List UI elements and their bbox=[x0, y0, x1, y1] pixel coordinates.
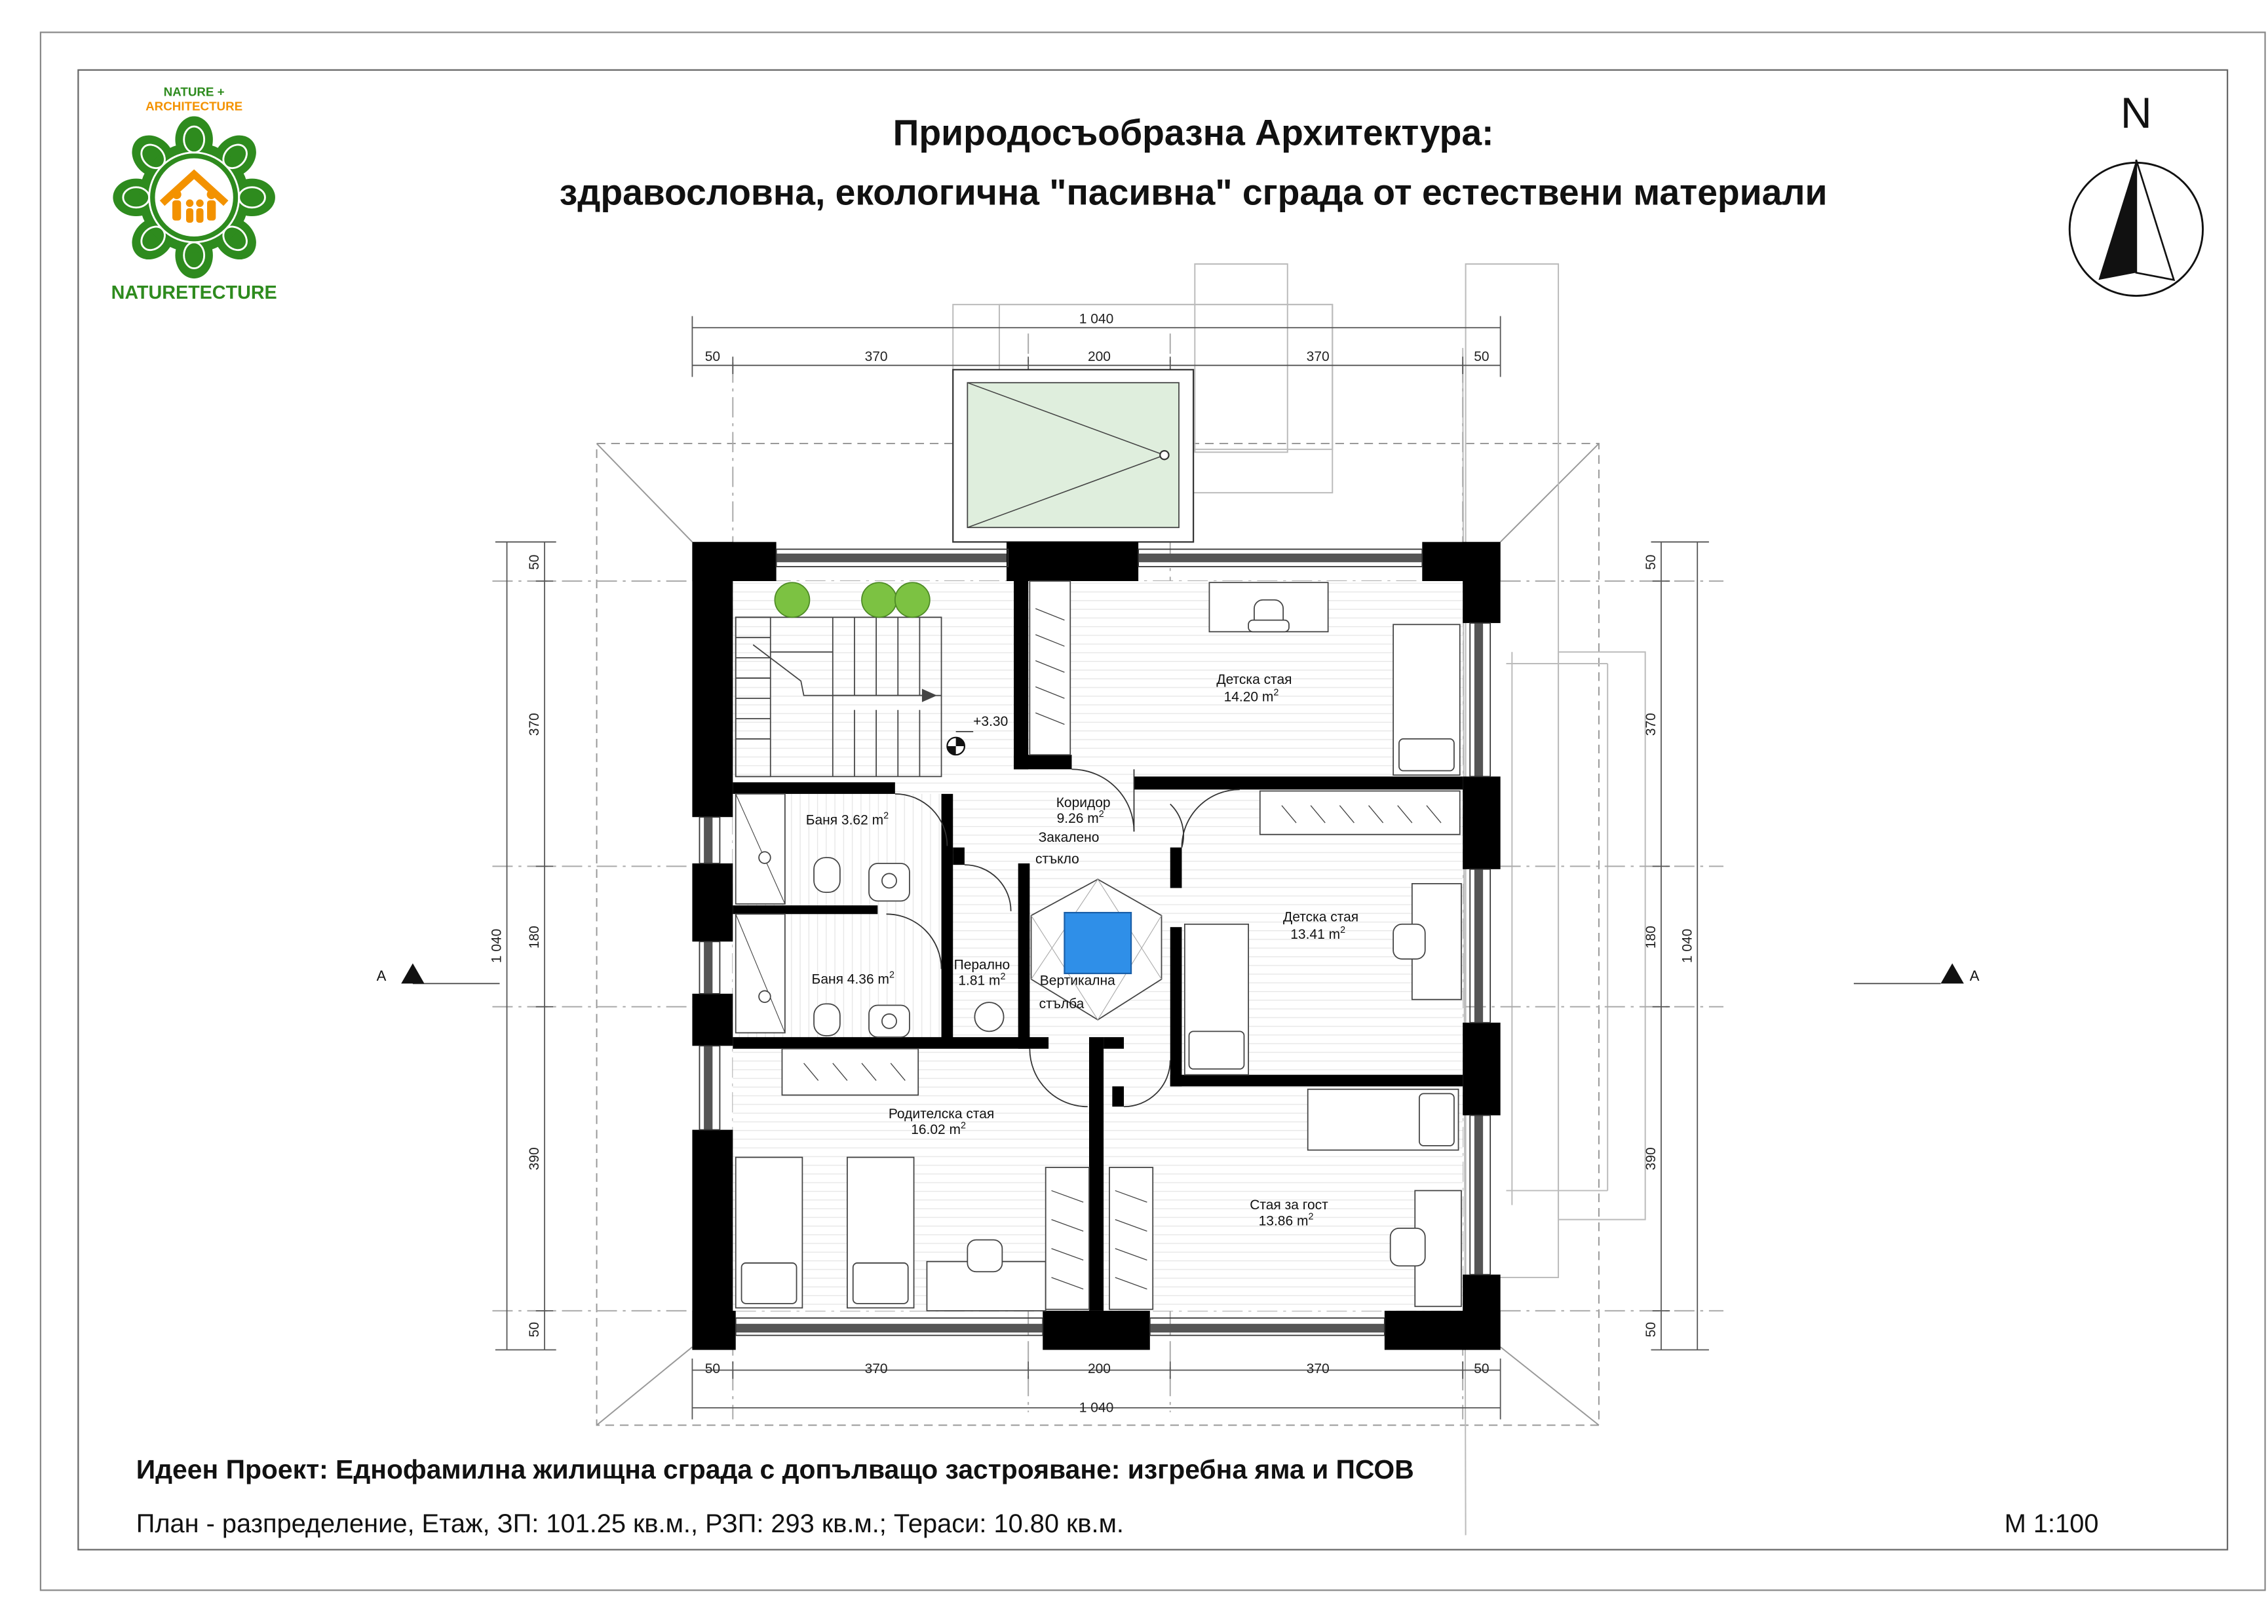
shower-drain-icon bbox=[759, 991, 771, 1002]
svg-text:13.41 m2 bbox=[1290, 925, 1345, 942]
dim-right-2: 370 bbox=[1643, 713, 1659, 736]
chair-icon bbox=[1393, 924, 1425, 959]
section-mark-left bbox=[377, 963, 500, 984]
dim-top-2: 370 bbox=[864, 349, 888, 365]
room-name-guest: Стая за гост bbox=[1250, 1198, 1328, 1213]
skylight bbox=[953, 369, 1193, 542]
chair-icon bbox=[1391, 1228, 1425, 1266]
dim-left-4: 390 bbox=[527, 1147, 543, 1171]
room-area-guest: 13.86 m bbox=[1258, 1213, 1309, 1229]
logo-name: NATURETECTURE bbox=[111, 282, 277, 304]
section-arrow-icon bbox=[401, 963, 424, 983]
shower-drain-icon bbox=[759, 852, 771, 863]
dim-right-1: 50 bbox=[1643, 554, 1659, 570]
svg-text:16.02 m2 bbox=[911, 1120, 966, 1137]
dim-top-4: 370 bbox=[1306, 349, 1330, 365]
title-line2: здравословна, екологична "пасивна" сграда от естествени материали bbox=[559, 172, 1828, 213]
section-arrow-icon bbox=[1941, 963, 1964, 983]
north-label: N bbox=[2120, 89, 2152, 138]
area-superscript: 2 bbox=[1000, 971, 1006, 982]
room-area-kids2: 13.41 m bbox=[1290, 926, 1341, 942]
scale-label: М 1:100 bbox=[2004, 1509, 2099, 1539]
section-label-left: A bbox=[376, 967, 387, 984]
north-arrow-icon bbox=[2098, 160, 2136, 280]
level-label: +3.30 bbox=[973, 713, 1009, 729]
area-superscript: 2 bbox=[889, 970, 894, 981]
dim-right-5: 50 bbox=[1643, 1321, 1659, 1338]
dim-left-2: 370 bbox=[527, 713, 543, 736]
shaft-label-2: стълба bbox=[1039, 996, 1085, 1011]
dim-top-1: 50 bbox=[704, 349, 721, 365]
plan-description: План - разпределение, Етаж, ЗП: 101.25 кв.м., РЗП: 293 кв.м.; Тераси: 10.80 кв.м. bbox=[136, 1509, 1124, 1539]
room-area-parents: 16.02 m bbox=[911, 1122, 961, 1138]
svg-text:1.81 m2 bbox=[958, 972, 1005, 989]
plant-icon bbox=[775, 582, 809, 617]
plant-icon bbox=[862, 582, 896, 617]
dim-left-3: 180 bbox=[527, 926, 543, 949]
dim-bottom-5: 50 bbox=[1474, 1361, 1490, 1376]
dim-top-5: 50 bbox=[1474, 349, 1490, 365]
area-superscript: 2 bbox=[883, 810, 889, 821]
dim-bottom-4: 370 bbox=[1306, 1361, 1330, 1376]
area-superscript: 2 bbox=[1340, 925, 1346, 936]
plant-icon bbox=[895, 582, 930, 617]
room-area-laundry: 1.81 m bbox=[958, 973, 1001, 989]
chair-icon bbox=[967, 1240, 1002, 1272]
mandala-icon bbox=[113, 117, 275, 279]
north-arrow bbox=[2069, 89, 2202, 295]
dim-right-3: 180 bbox=[1643, 926, 1659, 949]
dim-left-5: 50 bbox=[527, 1321, 543, 1338]
area-superscript: 2 bbox=[1273, 687, 1279, 698]
room-name-parents: Родителска стая bbox=[888, 1106, 995, 1122]
dim-bottom-1: 50 bbox=[704, 1361, 721, 1376]
title-line1: Природосъобразна Архитектура: bbox=[893, 112, 1494, 153]
room-name-bath1: Баня 3.62 m bbox=[805, 812, 884, 828]
dim-top-3: 200 bbox=[1087, 349, 1111, 365]
section-mark-right bbox=[1854, 963, 1980, 984]
area-superscript: 2 bbox=[1308, 1211, 1314, 1222]
area-superscript: 2 bbox=[961, 1120, 967, 1131]
svg-text:9.26 m2 bbox=[1057, 809, 1104, 826]
glass-label-2: стъкло bbox=[1035, 851, 1079, 867]
dim-right-4: 390 bbox=[1643, 1147, 1659, 1171]
svg-text:13.86 m2 bbox=[1259, 1212, 1314, 1229]
svg-text:14.20 m2 bbox=[1224, 688, 1279, 705]
room-area-kids1: 14.20 m bbox=[1223, 689, 1274, 705]
naturetecture-logo bbox=[111, 85, 277, 303]
glass-panel bbox=[1064, 913, 1131, 973]
area-superscript: 2 bbox=[1098, 809, 1104, 820]
dim-bottom-3: 200 bbox=[1087, 1361, 1111, 1376]
dim-bottom-total: 1 040 bbox=[1079, 1400, 1114, 1416]
room-name-corridor: Коридор bbox=[1056, 795, 1111, 810]
svg-text:Баня 4.36 m2 bbox=[812, 970, 894, 987]
glass-label-1: Закалено bbox=[1038, 829, 1100, 845]
dim-left-total: 1 040 bbox=[489, 928, 505, 964]
dim-right-total: 1 040 bbox=[1680, 928, 1695, 964]
logo-top-line2: ARCHITECTURE bbox=[145, 99, 243, 113]
section-label-right: A bbox=[1969, 967, 1980, 984]
dim-left-1: 50 bbox=[527, 554, 543, 570]
toilet-icon bbox=[814, 1004, 840, 1036]
svg-text:Баня 3.62 m2 bbox=[806, 810, 889, 827]
room-name-laundry: Перално bbox=[953, 957, 1010, 973]
dim-bottom-2: 370 bbox=[864, 1361, 888, 1376]
room-area-corridor: 9.26 m bbox=[1056, 811, 1099, 827]
project-title: Идеен Проект: Еднофамилна жилищна сграда с допълващо застрояване: изгребна яма и ПСОВ bbox=[136, 1454, 1414, 1485]
toilet-icon bbox=[814, 858, 840, 892]
room-name-kids1: Детска стая bbox=[1216, 671, 1292, 687]
dim-top-total: 1 040 bbox=[1079, 311, 1114, 327]
room-name-kids2: Детска стая bbox=[1283, 909, 1359, 925]
room-name-bath2: Баня 4.36 m bbox=[811, 972, 889, 987]
shaft-label-1: Вертикална bbox=[1039, 973, 1115, 989]
logo-top-line1: NATURE + bbox=[163, 85, 225, 99]
